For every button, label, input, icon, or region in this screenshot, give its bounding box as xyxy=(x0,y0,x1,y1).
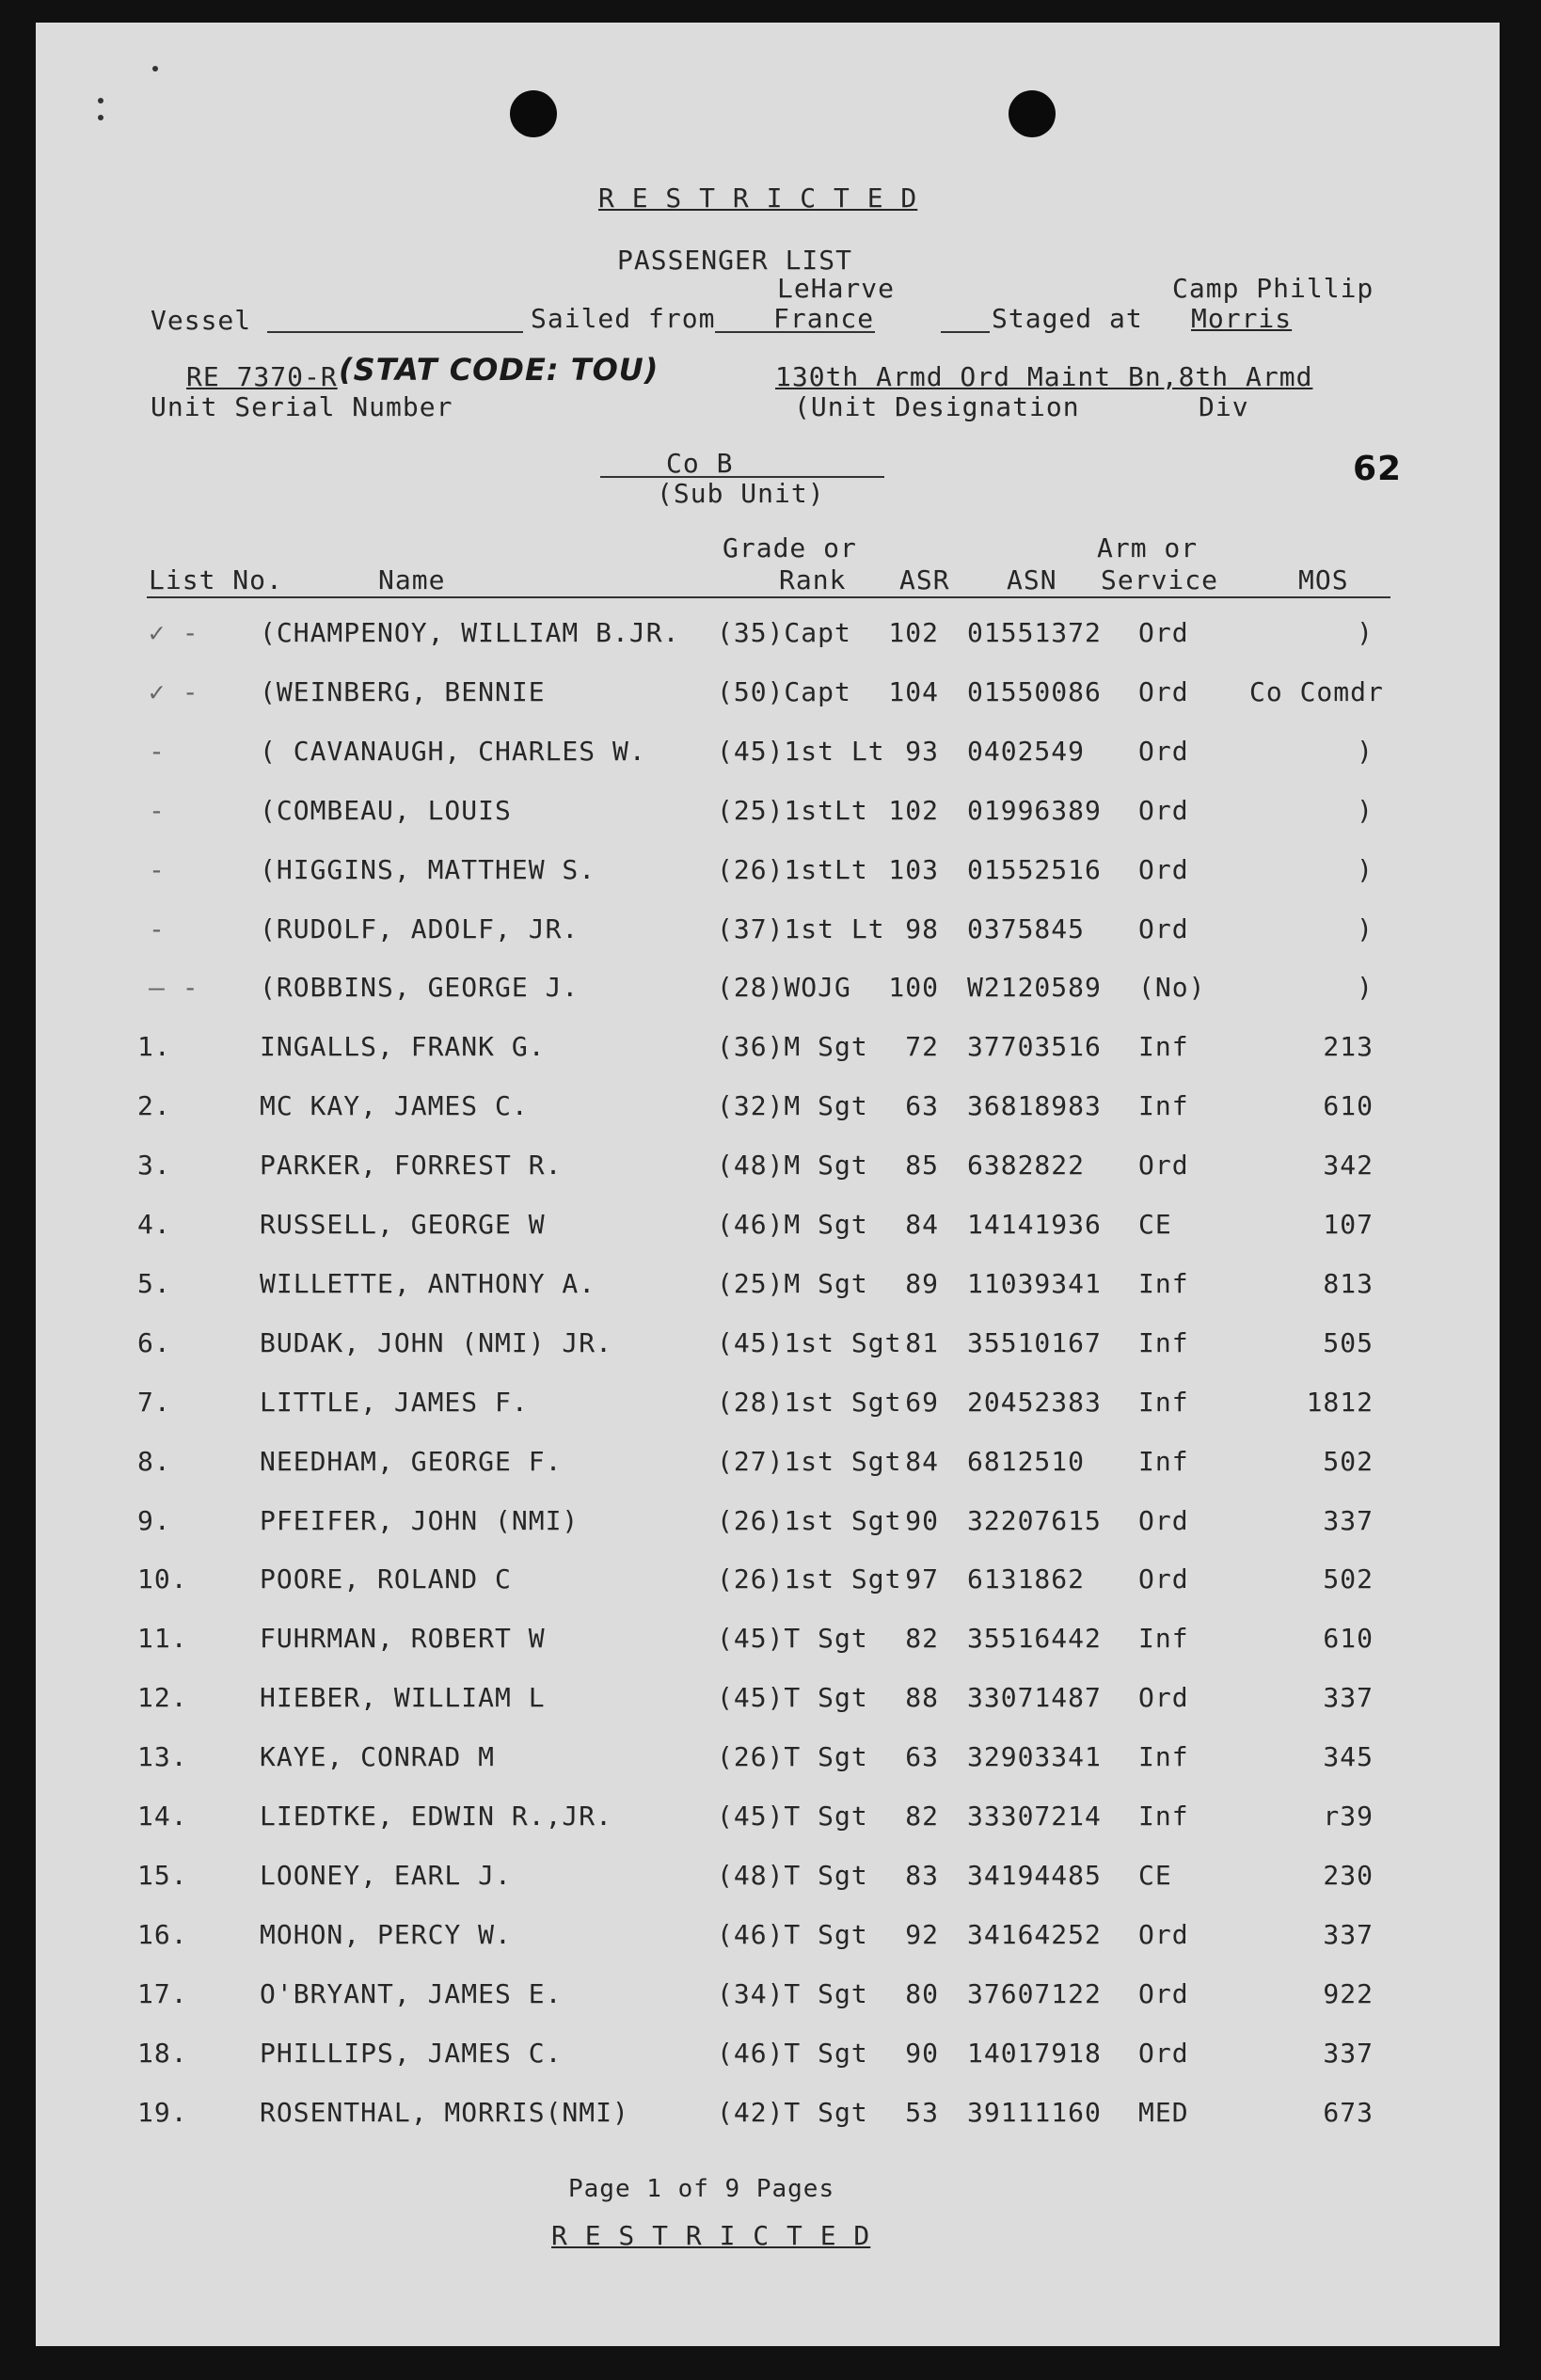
table-row xyxy=(36,1327,1500,1365)
arm-service: Ord xyxy=(1138,912,1189,944)
asn-number: 6382822 xyxy=(967,1150,1086,1182)
col-mos: MOS xyxy=(1298,564,1349,595)
grade-rank: (46)T Sgt xyxy=(717,1918,868,1950)
row-mark: - xyxy=(149,735,166,767)
arm-service: Ord xyxy=(1138,1682,1189,1714)
col-grade-bottom: Rank xyxy=(779,564,847,595)
grade-rank: (45)1st Sgt xyxy=(717,1326,902,1358)
passenger-name: PARKER, FORREST R. xyxy=(260,1150,563,1182)
arm-service: CE xyxy=(1138,1209,1172,1240)
mos-code: 337 xyxy=(1323,1682,1374,1714)
asn-number: 6131862 xyxy=(967,1563,1086,1595)
grade-rank: (25)1stLt xyxy=(717,794,868,826)
passenger-name: (CHAMPENOY, WILLIAM B.JR. xyxy=(260,617,680,648)
list-number: 12. xyxy=(137,1682,188,1714)
table-row xyxy=(36,1919,1500,1957)
table-row xyxy=(36,1623,1500,1660)
col-list-no: List No. xyxy=(149,564,283,595)
grade-rank: (42)T Sgt xyxy=(717,2096,868,2128)
mos-code: 502 xyxy=(1323,1445,1374,1477)
row-mark: - xyxy=(149,912,166,944)
asn-number: 14017918 xyxy=(967,2037,1102,2069)
passenger-name: (HIGGINS, MATTHEW S. xyxy=(260,853,596,885)
grade-rank: (36)M Sgt xyxy=(717,1031,868,1063)
punch-hole-left xyxy=(510,90,557,137)
arm-service: Inf xyxy=(1138,1386,1189,1418)
passenger-name: FUHRMAN, ROBERT W xyxy=(260,1623,546,1655)
list-number: 8. xyxy=(137,1445,171,1477)
list-number: 13. xyxy=(137,1741,188,1773)
arm-service: Inf xyxy=(1138,1801,1189,1832)
grade-rank: (37)1st Lt xyxy=(717,912,885,944)
asr-score: 103 xyxy=(888,853,939,885)
mos-code: 1812 xyxy=(1306,1386,1374,1418)
grade-rank: (46)M Sgt xyxy=(717,1209,868,1240)
table-row xyxy=(36,2097,1500,2134)
passenger-name: ( CAVANAUGH, CHARLES W. xyxy=(260,735,646,767)
asr-score: 83 xyxy=(905,1859,939,1891)
list-number: 16. xyxy=(137,1918,188,1950)
passenger-name: BUDAK, JOHN (NMI) JR. xyxy=(260,1326,613,1358)
grade-rank: (48)M Sgt xyxy=(717,1150,868,1182)
unit-designation-label-suffix: Div xyxy=(1199,391,1249,422)
col-grade-top: Grade or xyxy=(723,532,857,563)
mos-code: 922 xyxy=(1323,1977,1374,2009)
asn-number: 0375845 xyxy=(967,912,1086,944)
unit-serial-handwritten: (STAT CODE: TOU) xyxy=(339,352,659,388)
list-number: 7. xyxy=(137,1386,171,1418)
mos-code: ) xyxy=(1357,735,1374,767)
grade-rank: (48)T Sgt xyxy=(717,1859,868,1891)
grade-rank: (35)Capt xyxy=(717,617,851,648)
mos-code: 502 xyxy=(1323,1563,1374,1595)
mos-code: 342 xyxy=(1323,1150,1374,1182)
mos-code: 230 xyxy=(1323,1859,1374,1891)
table-row xyxy=(36,1446,1500,1484)
table-row xyxy=(36,1150,1500,1187)
mos-code: 505 xyxy=(1323,1326,1374,1358)
asr-score: 102 xyxy=(888,617,939,648)
passenger-name: POORE, ROLAND C xyxy=(260,1563,512,1595)
grade-rank: (46)T Sgt xyxy=(717,2037,868,2069)
passenger-name: NEEDHAM, GEORGE F. xyxy=(260,1445,563,1477)
grade-rank: (27)1st Sgt xyxy=(717,1445,902,1477)
row-mark: ✓ - xyxy=(149,675,199,707)
passenger-name: (COMBEAU, LOUIS xyxy=(260,794,512,826)
asr-score: 104 xyxy=(888,675,939,707)
passenger-name: KAYE, CONRAD M xyxy=(260,1741,496,1773)
staged-at-value: Morris xyxy=(1191,303,1293,334)
passenger-name: LOONEY, EARL J. xyxy=(260,1859,512,1891)
arm-service: Inf xyxy=(1138,1445,1189,1477)
asn-number: 36818983 xyxy=(967,1090,1102,1122)
table-row xyxy=(36,1978,1500,2016)
grade-rank: (45)T Sgt xyxy=(717,1801,868,1832)
mos-code: 213 xyxy=(1323,1031,1374,1063)
col-arm-bottom: Service xyxy=(1101,564,1219,595)
staged-at-label: Staged at xyxy=(992,303,1143,334)
arm-service: Ord xyxy=(1138,617,1189,648)
passenger-name: PHILLIPS, JAMES C. xyxy=(260,2037,563,2069)
table-row xyxy=(36,617,1500,655)
asr-score: 97 xyxy=(905,1563,939,1595)
col-arm-top: Arm or xyxy=(1097,532,1199,563)
page-number-stamp: 62 xyxy=(1353,450,1403,488)
asr-score: 82 xyxy=(905,1801,939,1832)
arm-service: Inf xyxy=(1138,1090,1189,1122)
asr-score: 98 xyxy=(905,912,939,944)
col-asn: ASN xyxy=(1007,564,1057,595)
asr-score: 88 xyxy=(905,1682,939,1714)
asn-number: 35510167 xyxy=(967,1326,1102,1358)
arm-service: Ord xyxy=(1138,1150,1189,1182)
mos-code: 610 xyxy=(1323,1623,1374,1655)
asn-number: 0402549 xyxy=(967,735,1086,767)
table-row xyxy=(36,854,1500,892)
asn-number: 32903341 xyxy=(967,1741,1102,1773)
mos-code: Co Comdr xyxy=(1249,675,1384,707)
asr-score: 100 xyxy=(888,972,939,1004)
asn-number: 01551372 xyxy=(967,617,1102,648)
arm-service: Inf xyxy=(1138,1267,1189,1299)
unit-designation-label: (Unit Designation xyxy=(794,391,1080,422)
asn-number: 01550086 xyxy=(967,675,1102,707)
row-mark: — - xyxy=(149,972,199,1004)
unit-designation-value: 130th Armd Ord Maint Bn,8th Armd xyxy=(775,361,1313,392)
asn-number: 11039341 xyxy=(967,1267,1102,1299)
unit-serial-label: Unit Serial Number xyxy=(151,391,453,422)
table-row xyxy=(36,1563,1500,1601)
asr-score: 102 xyxy=(888,794,939,826)
arm-service: Ord xyxy=(1138,1504,1189,1536)
passenger-name: MOHON, PERCY W. xyxy=(260,1918,512,1950)
passenger-name: ROSENTHAL, MORRIS(NMI) xyxy=(260,2096,629,2128)
list-number: 9. xyxy=(137,1504,171,1536)
vessel-label: Vessel xyxy=(151,305,252,336)
passenger-name: (ROBBINS, GEORGE J. xyxy=(260,972,580,1004)
table-row xyxy=(36,1801,1500,1838)
list-number: 5. xyxy=(137,1267,171,1299)
row-mark: - xyxy=(149,794,166,826)
asn-number: 14141936 xyxy=(967,1209,1102,1240)
asn-number: 34194485 xyxy=(967,1859,1102,1891)
table-row xyxy=(36,2038,1500,2075)
table-row xyxy=(36,1741,1500,1779)
arm-service: Ord xyxy=(1138,2037,1189,2069)
grade-rank: (45)T Sgt xyxy=(717,1623,868,1655)
list-number: 19. xyxy=(137,2096,188,2128)
row-mark: - xyxy=(149,853,166,885)
mos-code: 610 xyxy=(1323,1090,1374,1122)
asn-number: 37703516 xyxy=(967,1031,1102,1063)
arm-service: Ord xyxy=(1138,1563,1189,1595)
grade-rank: (45)1st Lt xyxy=(717,735,885,767)
sailed-from-value: France xyxy=(773,303,875,334)
list-number: 14. xyxy=(137,1801,188,1832)
staged-at-pre-blank xyxy=(941,331,990,333)
grade-rank: (26)1st Sgt xyxy=(717,1504,902,1536)
speck xyxy=(98,115,103,120)
mos-code: 337 xyxy=(1323,1504,1374,1536)
table-row xyxy=(36,1031,1500,1069)
asn-number: 33071487 xyxy=(967,1682,1102,1714)
mos-code: r39 xyxy=(1323,1801,1374,1832)
classification-header: R E S T R I C T E D xyxy=(598,182,918,214)
grade-rank: (26)1st Sgt xyxy=(717,1563,902,1595)
list-number: 11. xyxy=(137,1623,188,1655)
grade-rank: (25)M Sgt xyxy=(717,1267,868,1299)
punch-hole-right xyxy=(1009,90,1056,137)
sub-unit-value: Co B xyxy=(666,448,734,479)
table-row xyxy=(36,1387,1500,1424)
document-page xyxy=(36,23,1500,2346)
grade-rank: (26)1stLt xyxy=(717,853,868,885)
passenger-name: (WEINBERG, BENNIE xyxy=(260,675,546,707)
asr-score: 80 xyxy=(905,1977,939,2009)
asn-number: 33307214 xyxy=(967,1801,1102,1832)
unit-serial-value: RE 7370-R xyxy=(186,361,338,392)
asn-number: 20452383 xyxy=(967,1386,1102,1418)
document-title: PASSENGER LIST xyxy=(617,245,853,276)
asr-score: 84 xyxy=(905,1445,939,1477)
asr-score: 53 xyxy=(905,2096,939,2128)
arm-service: Ord xyxy=(1138,735,1189,767)
sailed-from-label: Sailed from xyxy=(531,303,716,334)
grade-rank: (50)Capt xyxy=(717,675,851,707)
asn-number: 01552516 xyxy=(967,853,1102,885)
mos-code: ) xyxy=(1357,794,1374,826)
asr-score: 90 xyxy=(905,1504,939,1536)
table-row xyxy=(36,1860,1500,1897)
mos-code: 337 xyxy=(1323,1918,1374,1950)
grade-rank: (45)T Sgt xyxy=(717,1682,868,1714)
table-row xyxy=(36,736,1500,773)
arm-service: MED xyxy=(1138,2096,1189,2128)
table-row xyxy=(36,1682,1500,1720)
table-row xyxy=(36,972,1500,1009)
mos-code: 673 xyxy=(1323,2096,1374,2128)
arm-service: Ord xyxy=(1138,794,1189,826)
mos-code: 337 xyxy=(1323,2037,1374,2069)
passenger-name: WILLETTE, ANTHONY A. xyxy=(260,1267,596,1299)
list-number: 1. xyxy=(137,1031,171,1063)
mos-code: 345 xyxy=(1323,1741,1374,1773)
passenger-name: PFEIFER, JOHN (NMI) xyxy=(260,1504,580,1536)
vessel-blank xyxy=(267,331,523,333)
table-row xyxy=(36,1209,1500,1246)
row-mark: ✓ - xyxy=(149,617,199,648)
arm-service: Inf xyxy=(1138,1623,1189,1655)
passenger-name: INGALLS, FRANK G. xyxy=(260,1031,546,1063)
grade-rank: (32)M Sgt xyxy=(717,1090,868,1122)
sailed-from-value-top: LeHarve xyxy=(777,273,896,304)
arm-service: Ord xyxy=(1138,675,1189,707)
table-row xyxy=(36,1268,1500,1306)
table-row xyxy=(36,913,1500,951)
header-rule xyxy=(147,596,1390,598)
asn-number: 39111160 xyxy=(967,2096,1102,2128)
asr-score: 84 xyxy=(905,1209,939,1240)
asr-score: 82 xyxy=(905,1623,939,1655)
passenger-name: (RUDOLF, ADOLF, JR. xyxy=(260,912,580,944)
grade-rank: (28)1st Sgt xyxy=(717,1386,902,1418)
speck xyxy=(98,98,103,103)
col-name: Name xyxy=(378,564,446,595)
mos-code: 107 xyxy=(1323,1209,1374,1240)
list-number: 10. xyxy=(137,1563,188,1595)
asr-score: 63 xyxy=(905,1090,939,1122)
asn-number: 34164252 xyxy=(967,1918,1102,1950)
arm-service: Ord xyxy=(1138,1918,1189,1950)
list-number: 15. xyxy=(137,1859,188,1891)
staged-at-value-top: Camp Phillip xyxy=(1172,273,1374,304)
passenger-name: HIEBER, WILLIAM L xyxy=(260,1682,546,1714)
asr-score: 63 xyxy=(905,1741,939,1773)
mos-code: ) xyxy=(1357,972,1374,1004)
passenger-name: RUSSELL, GEORGE W xyxy=(260,1209,546,1240)
asn-number: 37607122 xyxy=(967,1977,1102,2009)
asr-score: 72 xyxy=(905,1031,939,1063)
arm-service: CE xyxy=(1138,1859,1172,1891)
asr-score: 90 xyxy=(905,2037,939,2069)
asr-score: 81 xyxy=(905,1326,939,1358)
sub-unit-label: (Sub Unit) xyxy=(657,478,825,509)
arm-service: Inf xyxy=(1138,1031,1189,1063)
mos-code: ) xyxy=(1357,617,1374,648)
table-row xyxy=(36,1090,1500,1128)
passenger-name: LIEDTKE, EDWIN R.,JR. xyxy=(260,1801,613,1832)
grade-rank: (34)T Sgt xyxy=(717,1977,868,2009)
asr-score: 93 xyxy=(905,735,939,767)
list-number: 18. xyxy=(137,2037,188,2069)
mos-code: ) xyxy=(1357,853,1374,885)
list-number: 2. xyxy=(137,1090,171,1122)
arm-service: Ord xyxy=(1138,1977,1189,2009)
list-number: 4. xyxy=(137,1209,171,1240)
asn-number: 32207615 xyxy=(967,1504,1102,1536)
grade-rank: (28)WOJG xyxy=(717,972,851,1004)
table-row xyxy=(36,676,1500,714)
passenger-name: LITTLE, JAMES F. xyxy=(260,1386,529,1418)
list-number: 17. xyxy=(137,1977,188,2009)
table-row xyxy=(36,795,1500,833)
classification-footer: R E S T R I C T E D xyxy=(551,2220,871,2251)
speck xyxy=(152,66,158,71)
asr-score: 69 xyxy=(905,1386,939,1418)
asn-number: 01996389 xyxy=(967,794,1102,826)
asr-score: 85 xyxy=(905,1150,939,1182)
passenger-name: O'BRYANT, JAMES E. xyxy=(260,1977,563,2009)
asn-number: W2120589 xyxy=(967,972,1102,1004)
asn-number: 6812510 xyxy=(967,1445,1086,1477)
footer-page-count: Page 1 of 9 Pages xyxy=(568,2175,835,2203)
asr-score: 89 xyxy=(905,1267,939,1299)
arm-service: (No) xyxy=(1138,972,1206,1004)
mos-code: 813 xyxy=(1323,1267,1374,1299)
asr-score: 92 xyxy=(905,1918,939,1950)
arm-service: Inf xyxy=(1138,1326,1189,1358)
list-number: 3. xyxy=(137,1150,171,1182)
mos-code: ) xyxy=(1357,912,1374,944)
asn-number: 35516442 xyxy=(967,1623,1102,1655)
passenger-name: MC KAY, JAMES C. xyxy=(260,1090,529,1122)
arm-service: Ord xyxy=(1138,853,1189,885)
table-row xyxy=(36,1505,1500,1543)
grade-rank: (26)T Sgt xyxy=(717,1741,868,1773)
arm-service: Inf xyxy=(1138,1741,1189,1773)
list-number: 6. xyxy=(137,1326,171,1358)
col-asr: ASR xyxy=(899,564,950,595)
